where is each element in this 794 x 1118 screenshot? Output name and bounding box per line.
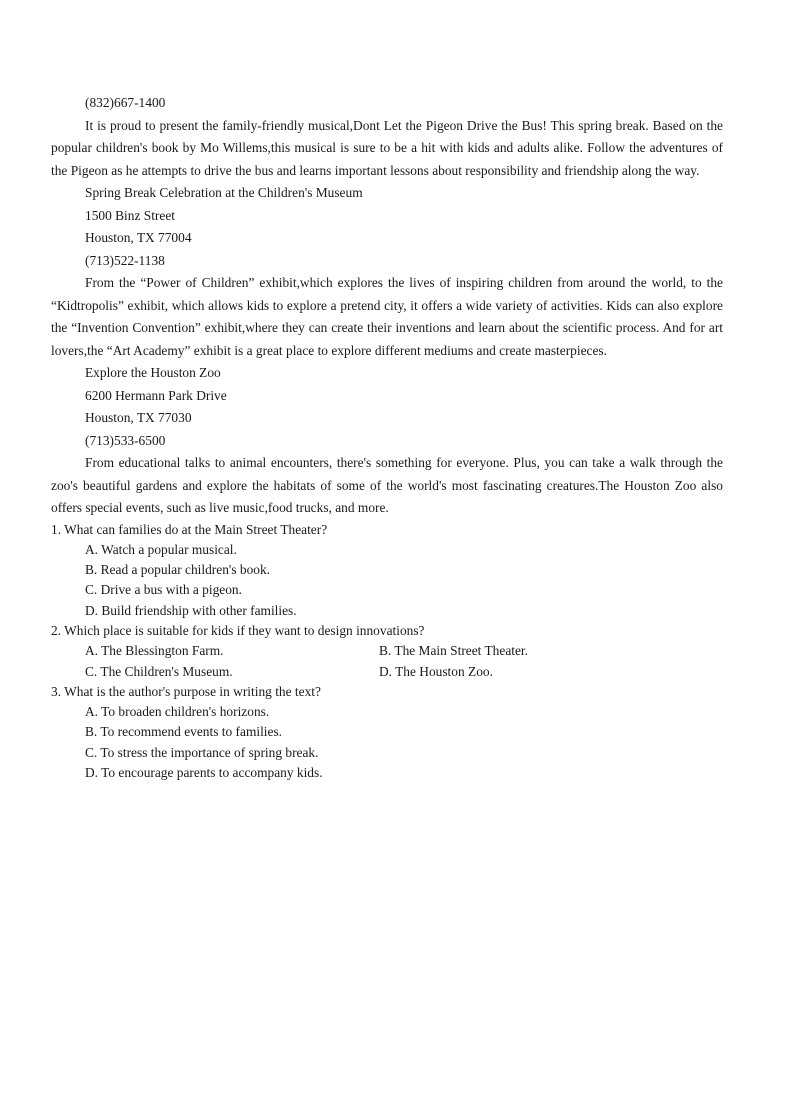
option-a: A. The Blessington Farm.: [85, 643, 224, 659]
question-stem: 2. Which place is suitable for kids if they want to design innovations?: [51, 622, 425, 638]
option-c: C. Drive a bus with a pigeon.: [85, 582, 242, 598]
museum-title: Spring Break Celebration at the Children's Museum: [85, 185, 363, 200]
option-a: A. To broaden children's horizons.: [85, 704, 270, 720]
zoo-description: From educational talks to animal encounters, there's something for everyone. Plus, you can take a walk through the zoo's beautiful gardens and explore the habitats of some of the world's most fascinating creatures.The Houston Zoo also offers special events, such as live music,food trucks, and more.: [51, 455, 723, 515]
museum-city: Houston, TX 77004: [85, 230, 192, 245]
option-c: C. The Children's Museum.: [85, 663, 233, 679]
option-b: B. The Main Street Theater.: [379, 643, 528, 659]
question-stem: 3. What is the author's purpose in writing the text?: [51, 683, 321, 699]
zoo-city: Houston, TX 77030: [85, 410, 192, 425]
zoo-street: 6200 Hermann Park Drive: [85, 387, 227, 403]
question-1: [51, 520, 723, 621]
question-3: [51, 682, 723, 783]
zoo-title: Explore the Houston Zoo: [85, 365, 221, 380]
option-c: C. To stress the importance of spring break.: [85, 744, 319, 760]
option-b: B. To recommend events to families.: [85, 724, 283, 740]
question-2: [51, 621, 723, 682]
document-content: [51, 92, 723, 783]
museum-street: 1500 Binz Street: [85, 207, 176, 223]
theater-description: It is proud to present the family-friendly musical,Dont Let the Pigeon Drive the Bus! This spring break. Based on the popular children's book by Mo Willems,this musical is sure to be a hit with kids and adults alike. Follow the adventures of the Pigeon as he attempts to drive the bus and learns important lessons about responsibility and friendship along the way.: [51, 117, 723, 178]
question-stem: 1. What can families do at the Main Street Theater?: [51, 521, 328, 537]
option-row: [51, 641, 723, 661]
option-row: [51, 662, 723, 682]
museum-phone: (713)522-1138: [85, 252, 165, 268]
option-d: D. To encourage parents to accompany kids.: [85, 765, 323, 781]
option-a: A. Watch a popular musical.: [85, 541, 237, 557]
option-d: D. The Houston Zoo.: [379, 663, 493, 679]
museum-description: From the “Power of Children” exhibit,which explores the lives of inspiring children from around the world, to the “Kidtropolis” exhibit, which allows kids to explore a pretend city, it offers a wide variety of activities. Kids can also explore the “Invention Convention” exhibit,where they can create their inventions and learn about the scientific process. And for art lovers,the “Art Academy” exhibit is a great place to explore different mediums and create masterpieces.: [51, 275, 723, 358]
option-d: D. Build friendship with other families.: [85, 602, 297, 618]
theater-phone: (832)667-1400: [85, 95, 166, 110]
option-b: B. Read a popular children's book.: [85, 562, 271, 578]
zoo-phone: (713)533-6500: [85, 432, 166, 448]
